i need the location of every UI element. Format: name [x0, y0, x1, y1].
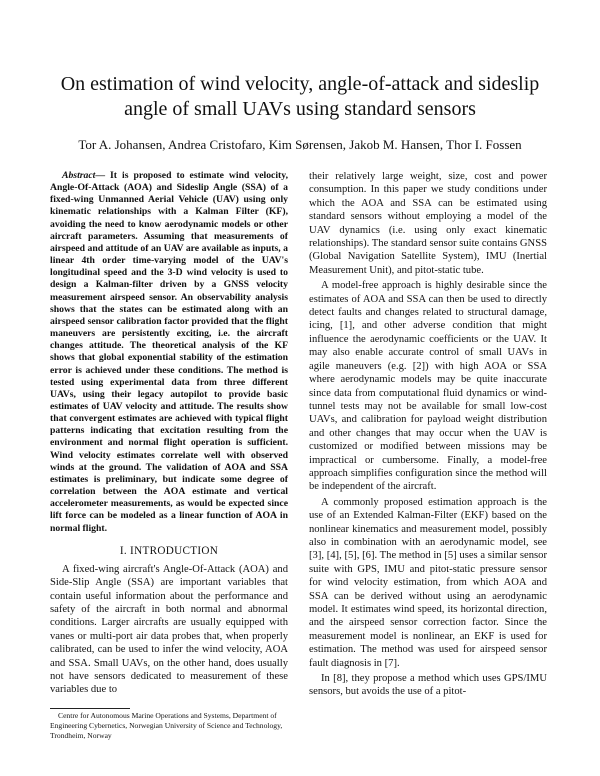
- abstract-text: — It is proposed to estimate wind velocity, Angle-Of-Attack (AOA) and Sideslip Angle (SSA) of a fixed-wing Unmanned Aerial Vehicle (UAV) using only kinematic relationships with a Kalman Filter (KF), avoiding the need to know aerodynamic models or other aircraft parameters. Assuming that measurements of airspeed and attitude of an UAV are available as inputs, a linear 4th order time-varying model of the UAV's longitudinal speed and the 3-D wind velocity is used to design a Kalman-filter driven by a GNSS velocity measurement airspeed sensor. An observability analysis shows that the states can be estimated along with an airspeed sensor calibration factor provided that the flight maneuvers are persistently exciting, i.e. the aircraft changes attitude. The theoretical analysis of the KF shows that global exponential stability of the estimation error is achieved under these conditions. The method is tested using experimental data from three different UAVs, using their legacy autopilot to provide basic estimates of UAV velocity and attitude. The results show that convergent estimates are achieved with typical flight patterns indicating that excitation resulting from the environment and normal flight operation is sufficient. Wind velocity estimates correlate well with observed winds at the ground. The validation of AOA and SSA estimates is preliminary, but indicate some degree of correlation between the AOA estimate and vertical accelerometer measurements, as would be expected since lift force can be modeled as a linear function of AOA in normal flight.: [50, 170, 288, 534]
- abstract-label: Abstract: [62, 170, 96, 181]
- intro-paragraph-3: A commonly proposed estimation approach is the use of an Extended Kalman-Filter (EKF) based on the nonlinear kinematics and measurement model, possibly also in combination with an aerodynamic model, see [3], [4], [5], [6]. The method in [5] uses a similar sensor suite with GPS, IMU and pitot-static pressure sensor for wind velocity estimation, from which AOA and SSA can be derived without using an aerodynamic model. It estimates wind speed, its horizontal direction, and the airspeed sensor correction factor. Since the measurement model is nonlinear, an EKF is used for estimation. The method was used for airspeed sensor fault diagnosis in [7].: [309, 496, 547, 669]
- abstract: [50, 170, 288, 535]
- intro-paragraph-1-continued: their relatively large weight, size, cost and power consumption. In this paper we study conditions under which the AOA and SSA can be estimated using standard sensors without employing a model of the UAV dynamics (i.e. using only exact kinematic relationships). The standard sensor suite contains GNSS (Global Navigation Satellite System), IMU (Inertial Measurement Unit), and pitot-static tube.: [309, 171, 547, 276]
- section-heading-introduction: I. INTRODUCTION: [119, 544, 219, 557]
- paper-title: On estimation of wind velocity, angle-of-attack and sideslip angle of small UAVs using standard sensors: [60, 73, 540, 120]
- intro-paragraph-4: In [8], they propose a method which uses GPS/IMU sensors, but avoids the use of a pitot-: [309, 673, 547, 698]
- intro-paragraph-1: A fixed-wing aircraft's Angle-Of-Attack (AOA) and Side-Slip Angle (SSA) are important variables that contain useful information about the performance and safety of the aircraft in both normal and abnormal conditions. Larger aircrafts are usually equipped with vanes or multi-port air data probes that, when properly calibrated, can be used to infer the wind velocity, AOA and SSA. Small UAVs, on the other hand, does usually not have sensors dedicated to measurement of these variables due to: [50, 563, 288, 696]
- intro-paragraph-2: A model-free approach is highly desirable since the estimates of AOA and SSA can then be used to directly detect faults and changes related to structural damage, icing, [1], and other adverse condition that might influence the aerodynamic coefficients or the UAV. It may also enable accurate control of small UAVs in agile maneuvers (e.g. [2]) with high AOA or SSA where aerodynamic models may be quite inaccurate since data from computational fluid dynamics or wind-tunnel tests may not be available for small low-cost UAVs, and calibration for payload weight distribution and other changes that may occur when the UAV is customized or modified between missions may be impractical or cumbersome. Finally, a model-free approach simplifies configuration since the method will be independent of the aircraft.: [309, 280, 547, 493]
- author-list: Tor A. Johansen, Andrea Cristofaro, Kim Sørensen, Jakob M. Hansen, Thor I. Fossen: [78, 137, 522, 152]
- affiliation-footnote: Centre for Autonomous Marine Operations and Systems, Department of Engineering Cybernetics, Norwegian University of Science and Technology, Trondheim, Norway: [50, 711, 283, 740]
- left-column: [50, 170, 288, 697]
- footnote-rule: [50, 708, 130, 709]
- right-column: [309, 170, 547, 699]
